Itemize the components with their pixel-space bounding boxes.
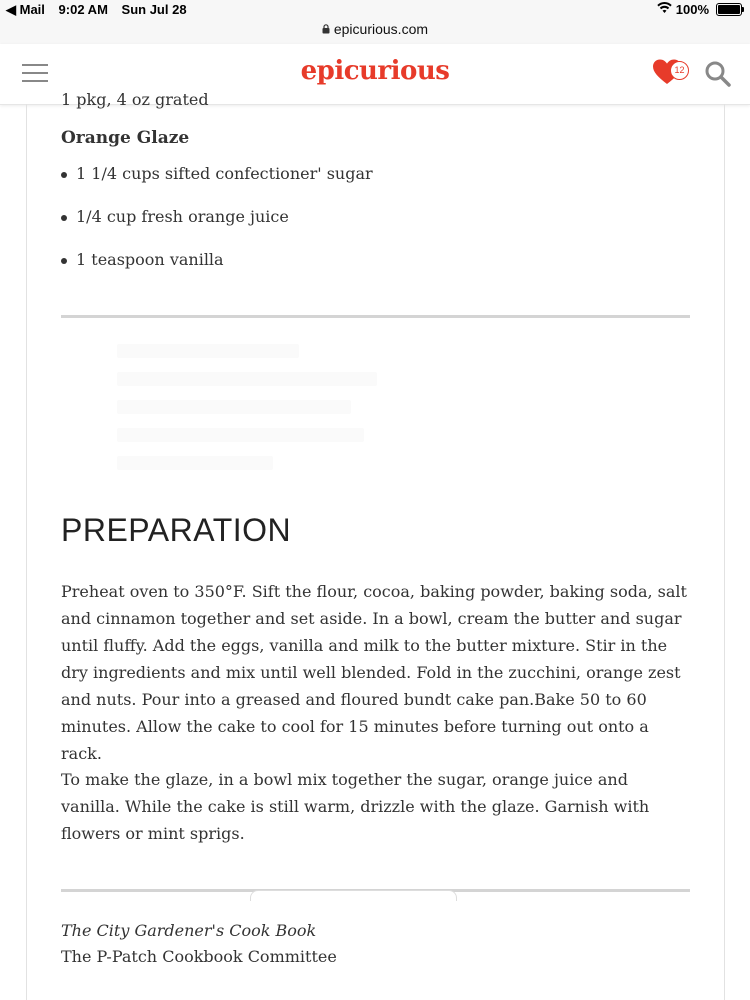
status-date: Sun Jul 28 [121, 2, 187, 17]
saved-recipes-button[interactable] [652, 58, 686, 90]
ad-placeholder [117, 344, 377, 494]
search-button[interactable] [704, 60, 732, 88]
cut-off-ingredient: 1 pkg, 4 oz grated [61, 90, 209, 109]
site-logo[interactable]: epicurious [300, 56, 450, 86]
source-book-title: The City Gardener's Cook Book [61, 921, 317, 940]
url-text: epicurious.com [333, 21, 429, 37]
lock-icon [322, 21, 334, 37]
url-bar[interactable] [0, 20, 750, 44]
preparation-step: To make the glaze, in a bowl mix together the sugar, orange juice and vanilla. While the cake is still warm, drizzle with the glaze. Garnish with flowers or mint sprigs. [61, 770, 650, 843]
status-bar [0, 0, 750, 20]
ingredient-section-title: Orange Glaze [61, 128, 190, 148]
saved-count-badge: 12 [670, 61, 689, 80]
battery-percent: 100% [675, 2, 709, 17]
ingredient-list [61, 164, 373, 293]
battery-icon [716, 3, 742, 16]
status-left [6, 2, 197, 18]
preparation-step: Preheat oven to 350°F. Sift the flour, cocoa, baking powder, baking soda, salt and cinnamon together and set aside. In a bowl, cream the butter and sugar until fluffy. Add the eggs, vanilla and milk to the butter mixture. Stir in the dry ingredients and mix until well blended. Fold in the zucchini, orange zest and nuts. Pour into a greased and floured bundt cake pan.Bake 50 to 60 minutes. Allow the cake to cool for 15 minutes before turning out onto a rack. [61, 582, 687, 763]
status-time: 9:02 AM [58, 2, 108, 17]
preparation-title: PREPARATION [61, 512, 292, 548]
bottom-sheet-handle[interactable] [250, 890, 457, 901]
back-to-app-link[interactable]: ◀ Mail [6, 2, 45, 17]
section-divider [61, 315, 690, 318]
status-right [657, 2, 742, 17]
ingredient-item: 1 1/4 cups sifted confectioner' sugar [61, 164, 373, 207]
wifi-icon [657, 2, 672, 17]
recipe-content [26, 90, 725, 1000]
ingredient-item: 1 teaspoon vanilla [61, 250, 373, 293]
source-author: The P-Patch Cookbook Committee [61, 947, 337, 966]
ingredient-item: 1/4 cup fresh orange juice [61, 207, 373, 250]
search-icon [704, 60, 732, 88]
